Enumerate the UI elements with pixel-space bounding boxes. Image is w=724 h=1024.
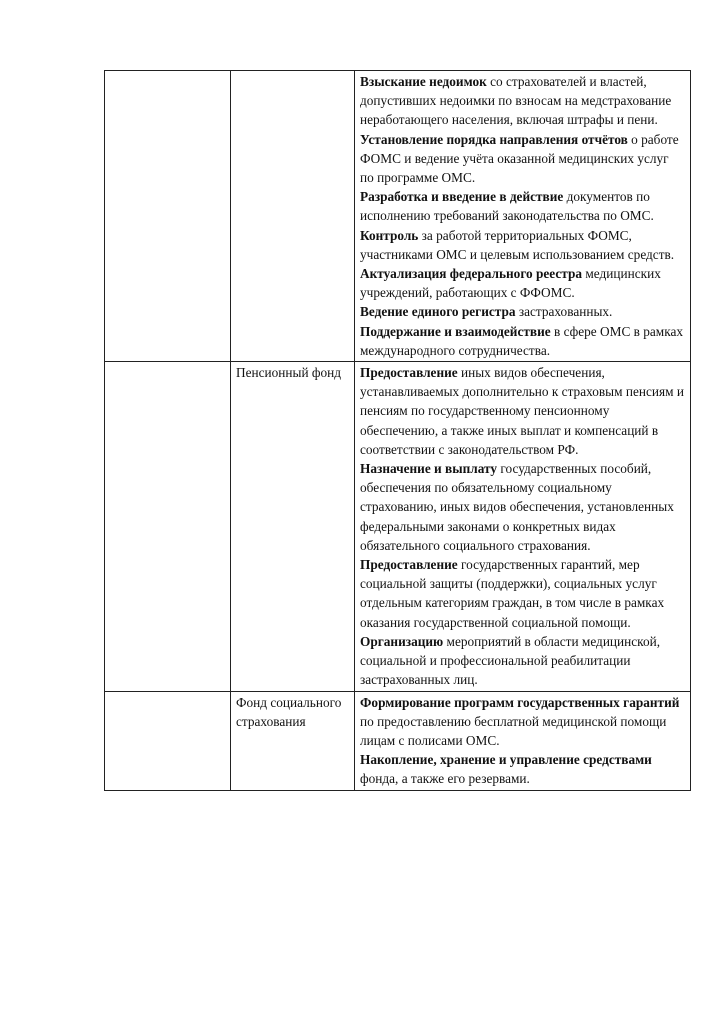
function-title: Организацию bbox=[360, 633, 444, 649]
function-text: иных видов обеспечения, устанавливаемых дополнительно к страховым пенсиям и пенсиям по государственному пенсионному обеспечению, а также иных выплат и компенсаций в соответствии с законодательством РФ. bbox=[360, 365, 684, 457]
function-entry bbox=[360, 459, 685, 555]
table-row bbox=[105, 691, 691, 790]
function-title: Накопление, хранение и управление средствами bbox=[360, 752, 652, 768]
function-text: за работой территориальных ФОМС, участниками ОМС и целевым использованием средств. bbox=[360, 227, 675, 262]
empty-cell bbox=[105, 362, 231, 691]
fund-name: Пенсионный фонд bbox=[236, 365, 342, 381]
function-text: по предоставлению бесплатной медицинской помощи лицам с полисами ОМС. bbox=[360, 713, 667, 748]
fund-name-cell bbox=[231, 362, 355, 691]
function-title: Контроль bbox=[360, 227, 419, 243]
table-row bbox=[105, 71, 691, 362]
function-text: о работе ФОМС и ведение учёта оказанной медицинских услуг по программе ОМС. bbox=[360, 131, 679, 186]
function-title: Предоставление bbox=[360, 365, 458, 381]
empty-cell bbox=[105, 71, 231, 362]
function-title: Предоставление bbox=[360, 557, 458, 573]
function-text: государственных гарантий, мер социальной защиты (поддержки), социальных услуг отдельным категориям граждан, в том числе в рамках оказания государственной социальной помощи. bbox=[360, 557, 665, 630]
function-entry bbox=[360, 130, 685, 188]
functions-cell bbox=[355, 71, 691, 362]
function-entry bbox=[360, 555, 685, 632]
function-entry bbox=[360, 363, 685, 459]
function-text: в сфере ОМС в рамках международного сотрудничества. bbox=[360, 323, 684, 358]
function-entry bbox=[360, 750, 685, 788]
function-title: Разработка и введение в действие bbox=[360, 189, 564, 205]
fund-name-cell bbox=[231, 71, 355, 362]
function-title: Поддержание и взаимодействие bbox=[360, 323, 551, 339]
function-title: Ведение единого регистра bbox=[360, 304, 516, 320]
function-text: застрахованных. bbox=[515, 304, 613, 320]
fund-name: Фонд социального страхования bbox=[236, 694, 342, 729]
function-title: Взыскание недоимок bbox=[360, 74, 487, 89]
function-title: Установление порядка направления отчётов bbox=[360, 131, 628, 147]
function-entry bbox=[360, 693, 685, 751]
function-text: мероприятий в области медицинской, социальной и профессиональной реабилитации застрахованных лиц. bbox=[360, 633, 661, 688]
table-row bbox=[105, 362, 691, 691]
function-title: Назначение и выплату bbox=[360, 461, 498, 477]
function-title: Формирование программ государственных гарантий bbox=[360, 694, 680, 710]
function-entry bbox=[360, 322, 685, 360]
function-entry bbox=[360, 632, 685, 690]
functions-cell bbox=[355, 362, 691, 691]
funds-table bbox=[104, 70, 691, 791]
function-text: документов по исполнению требований законодательства по ОМС. bbox=[360, 189, 654, 224]
fund-name-cell bbox=[231, 691, 355, 790]
function-text: медицинских учреждений, работающих с ФФОМС. bbox=[360, 266, 661, 301]
function-entry bbox=[360, 226, 685, 264]
function-entry bbox=[360, 302, 685, 321]
function-text: государственных пособий, обеспечения по обязательному социальному страхованию, иных видов обеспечения, установленных федеральными законами о конкретных видах обязательного социального страхования. bbox=[360, 461, 674, 553]
function-title: Актуализация федерального реестра bbox=[360, 266, 583, 282]
function-entry bbox=[360, 264, 685, 302]
function-text: со страхователей и властей, допустивших недоимки по взносам на медстрахование неработающего населения, включая штрафы и пени. bbox=[360, 74, 672, 128]
function-text: фонда, а также его резервами. bbox=[360, 771, 530, 787]
function-entry bbox=[360, 187, 685, 225]
function-entry bbox=[360, 72, 685, 130]
empty-cell bbox=[105, 691, 231, 790]
functions-cell bbox=[355, 691, 691, 790]
